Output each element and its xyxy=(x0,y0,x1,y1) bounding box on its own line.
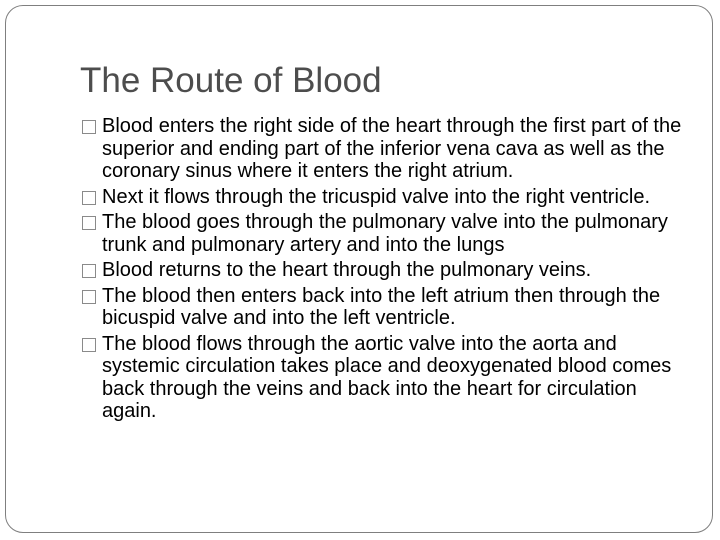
bullet-text: The blood then enters back into the left atrium then through the bicuspid valve and into the left ventricle. xyxy=(102,284,661,329)
bullet-text: The blood flows through the aortic valve into the aorta and systemic circulation takes place and deoxygenated blood comes back through the veins and back into the heart for circulation again. xyxy=(102,332,672,422)
bullet-item xyxy=(82,186,682,209)
bullet-item xyxy=(82,211,682,256)
bullet-list xyxy=(82,115,682,426)
square-bullet-icon xyxy=(82,264,96,278)
bullet-text: The blood goes through the pulmonary valve into the pulmonary trunk and pulmonary artery and into the lungs xyxy=(102,211,668,256)
bullet-text: Next it flows through the tricuspid valve into the right ventricle. xyxy=(102,185,651,208)
bullet-text: Blood enters the right side of the heart through the first part of the superior and ending part of the inferior vena cava as well as the coronary sinus where it enters the right atrium. xyxy=(102,115,682,182)
bullet-item xyxy=(82,333,682,423)
square-bullet-icon xyxy=(82,290,96,304)
bullet-item xyxy=(82,285,682,330)
bullet-item xyxy=(82,259,682,282)
square-bullet-icon xyxy=(82,216,96,230)
bullet-text: Blood returns to the heart through the pulmonary veins. xyxy=(102,259,592,281)
square-bullet-icon xyxy=(82,120,96,134)
bullet-item xyxy=(82,115,682,183)
slide-title: The Route of Blood xyxy=(80,61,382,100)
square-bullet-icon xyxy=(82,191,96,205)
square-bullet-icon xyxy=(82,338,96,352)
